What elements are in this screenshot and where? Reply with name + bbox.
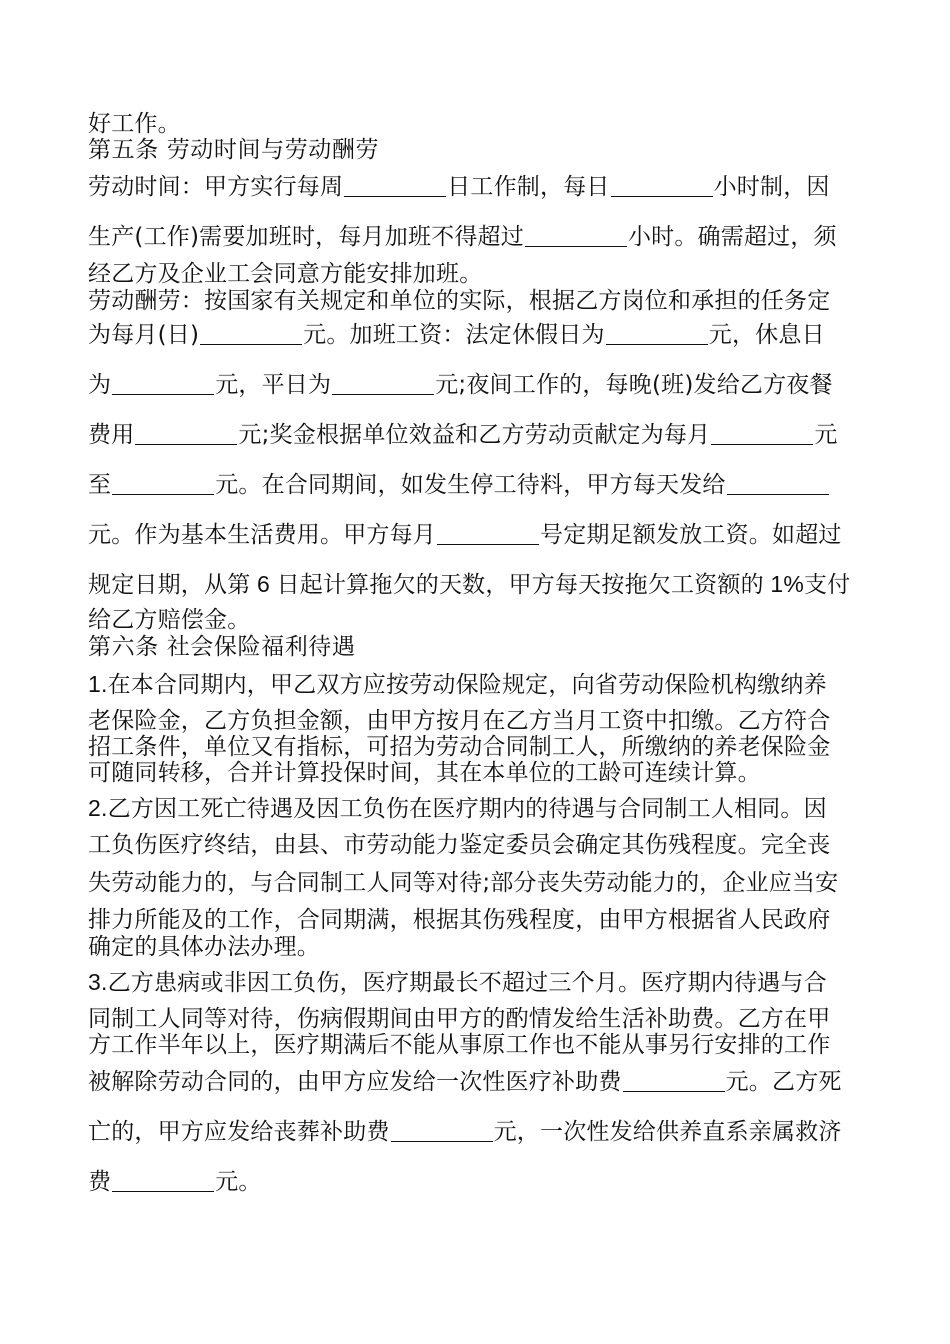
text-line [88, 669, 868, 699]
text-segment: 规定日期，从第 6 日起计算拖欠的天数，甲方每天按拖欠工资额的 1%支付 [88, 571, 851, 597]
text-segment: 劳动时间：甲方实行每周 [88, 174, 344, 200]
text-segment: 方工作半年以上，医疗期满后不能从事原工作也不能从事另行安排的工作 [88, 1032, 831, 1058]
text-segment: 工负伤医疗终结，由县、市劳动能力鉴定委员会确定其伤残程度。完全丧 [88, 832, 831, 858]
text-segment: 老保险金，乙方负担金额，由甲方按月在乙方当月工资中扣缴。乙方符合 [88, 708, 831, 734]
text-segment: 日工作制，每日 [447, 174, 610, 200]
text-line [88, 259, 868, 289]
text-line [88, 420, 868, 450]
text-segment: 1.在本合同期内，甲乙双方应按劳动保险规定，向省劳动保险机构缴纳养 [88, 671, 827, 697]
fill-in-blank[interactable] [200, 322, 302, 345]
text-segment: 招工条件，单位又有指标，可招为劳动合同制工人，所缴纳的养老保险金 [88, 734, 831, 760]
text-segment: 亡的，甲方应发给丧葬补助费 [88, 1119, 390, 1145]
text-segment: 元。作为基本生活费用。甲方每月 [88, 522, 436, 548]
section-heading-6 [88, 632, 868, 662]
text-line [88, 967, 868, 997]
text-segment: 元。在合同期间，如发生停工待料，甲方每天发给 [215, 472, 726, 498]
fill-in-blank[interactable] [344, 174, 446, 197]
text-line [88, 569, 868, 599]
text-line [88, 830, 868, 860]
fill-in-blank[interactable] [611, 174, 713, 197]
text-segment: 元 [814, 422, 838, 448]
text-line [88, 370, 868, 400]
text-segment: 为 [88, 372, 112, 398]
text-line [88, 172, 868, 202]
text-line [88, 868, 868, 898]
text-line [88, 1117, 868, 1147]
text-segment: 3.乙方患病或非因工负伤，医疗期最长不超过三个月。医疗期内待遇与合 [88, 969, 827, 995]
text-segment: 劳动酬劳：按国家有关规定和单位的实际，根据乙方岗位和承担的任务定 [88, 288, 831, 314]
text-segment: 费用 [88, 422, 135, 448]
text-segment: 第五条 劳动时间与劳动酬劳 [88, 137, 380, 163]
text-segment: 第六条 社会保险福利待遇 [88, 634, 356, 660]
text-segment: 元。乙方死 [725, 1069, 842, 1095]
fill-in-blank[interactable] [525, 224, 627, 247]
text-segment: 经乙方及企业工会同意方能安排加班。 [88, 261, 483, 287]
fill-in-blank[interactable] [391, 1119, 493, 1142]
fill-in-blank[interactable] [623, 1069, 725, 1092]
text-segment: 排力所能及的工作，合同期满，根据其伤残程度，由甲方根据省人民政府 [88, 907, 831, 933]
text-segment: 元;奖金根据单位效益和乙方劳动贡献定为每月 [238, 422, 711, 448]
fill-in-blank[interactable] [606, 322, 708, 345]
section-heading-5 [88, 135, 868, 165]
text-line [88, 1067, 868, 1097]
text-segment: 费 [88, 1169, 112, 1195]
text-segment: 好工作。 [88, 111, 181, 137]
fill-in-blank[interactable] [112, 472, 214, 495]
text-line [88, 520, 868, 550]
text-segment: 元，休息日 [708, 322, 825, 348]
text-segment: 确定的具体办法办理。 [88, 934, 320, 960]
fill-in-blank[interactable] [727, 472, 829, 495]
text-segment: 元。 [215, 1169, 262, 1195]
text-segment: 生产(工作)需要加班时，每月加班不得超过 [88, 224, 524, 250]
text-line [88, 1030, 868, 1060]
text-segment: 同制工人同等对待，伤病假期间由甲方的酌情发给生活补助费。乙方在甲 [88, 1006, 831, 1032]
text-segment: 元，一次性发给供养直系亲属救济 [493, 1119, 842, 1145]
text-segment: 元。加班工资：法定休假日为 [303, 322, 605, 348]
text-segment: 元;夜间工作的，每晚(班)发给乙方夜餐 [435, 372, 833, 398]
text-line [88, 932, 868, 962]
fill-in-blank[interactable] [135, 422, 237, 445]
text-segment: 失劳动能力的，与合同制工人同等对待;部分丧失劳动能力的，企业应当安 [88, 870, 839, 896]
text-line [88, 905, 868, 935]
text-segment: 小时。确需超过，须 [627, 224, 837, 250]
text-line [88, 222, 868, 252]
text-segment: 给乙方赔偿金。 [88, 607, 251, 633]
text-line [88, 1167, 868, 1197]
text-segment: 元，平日为 [215, 372, 332, 398]
text-segment: 被解除劳动合同的，由甲方应发给一次性医疗补助费 [88, 1069, 622, 1095]
text-line [88, 605, 868, 635]
text-segment: 2.乙方因工死亡待遇及因工负伤在医疗期内的待遇与合同制工人相同。因 [88, 795, 827, 821]
text-segment: 至 [88, 472, 112, 498]
fill-in-blank[interactable] [332, 372, 434, 395]
text-line [88, 286, 868, 316]
text-line [88, 470, 868, 500]
text-segment: 号定期足额发放工资。如超过 [540, 522, 842, 548]
fill-in-blank[interactable] [711, 422, 813, 445]
text-segment: 小时制，因 [713, 174, 830, 200]
text-segment: 为每月(日) [88, 322, 200, 348]
fill-in-blank[interactable] [112, 1169, 214, 1192]
fill-in-blank[interactable] [437, 522, 539, 545]
text-line [88, 758, 868, 788]
text-line [88, 793, 868, 823]
fill-in-blank[interactable] [112, 372, 214, 395]
text-segment: 可随同转移，合并计算投保时间，其在本单位的工龄可连续计算。 [88, 760, 761, 786]
text-line [88, 320, 868, 350]
